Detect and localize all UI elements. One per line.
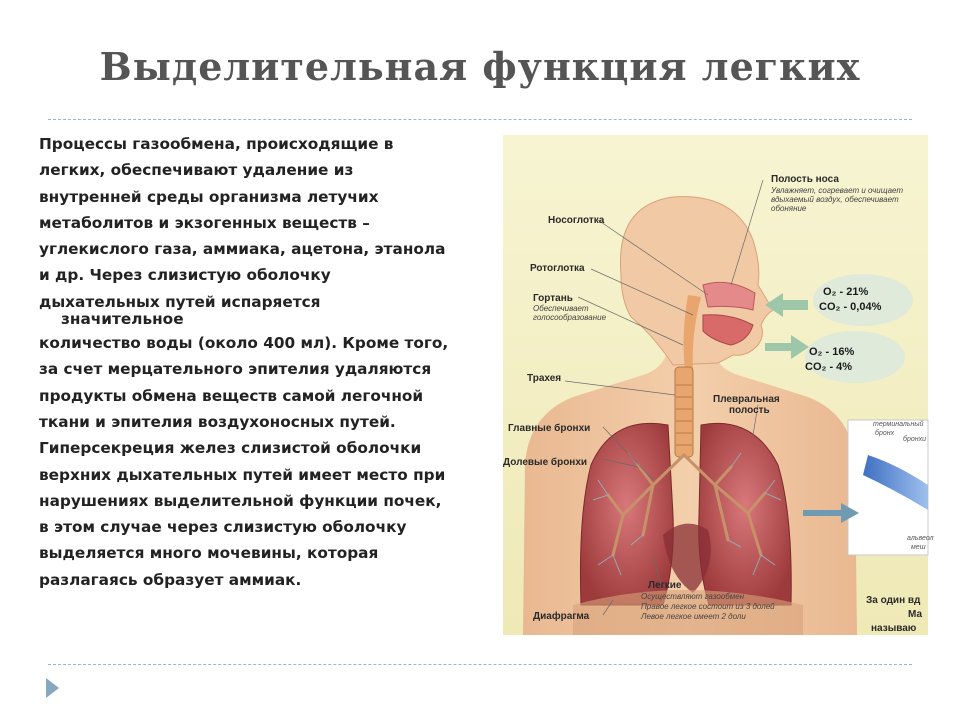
body-line: и др. Через слизистую оболочку bbox=[39, 266, 331, 285]
body-line: за счет мерцательного эпителия удаляются bbox=[39, 360, 432, 379]
body-line: нарушениях выделительной функции почек, bbox=[39, 491, 442, 510]
label-larynx-desc-1: Обеспечивает bbox=[533, 304, 589, 313]
inhaled-o2: O₂ - 21% bbox=[823, 286, 869, 298]
body-line: ткани и эпителия воздухоносных путей. bbox=[39, 412, 396, 431]
body-line: внутренней среды организма летучих bbox=[39, 187, 379, 206]
label-terminal-2: бронх bbox=[875, 430, 895, 437]
top-divider bbox=[48, 119, 912, 120]
label-lungs-desc-3: Левое легкое имеет 2 доли bbox=[641, 612, 746, 621]
inhaled-co2: CO₂ - 0,04% bbox=[819, 301, 882, 313]
body-line: количество воды (около 400 мл). Кроме того, bbox=[39, 334, 449, 353]
label-larynx: Гортань bbox=[533, 293, 573, 304]
label-nasopharynx: Носоглотка bbox=[548, 215, 605, 226]
next-slide-arrow-icon[interactable] bbox=[46, 678, 59, 698]
label-trachea: Трахея bbox=[527, 373, 562, 384]
label-alveolar-2: меш bbox=[911, 544, 926, 551]
body-line: Процессы газообмена, происходящие в bbox=[39, 135, 394, 153]
body-line: разлагаясь образует аммиак. bbox=[39, 570, 302, 589]
label-diaphragm: Диафрагма bbox=[533, 611, 590, 622]
label-bottom-3: называю bbox=[871, 623, 917, 634]
label-pleural-2: полость bbox=[729, 405, 770, 416]
label-main-bronchi: Главные бронхи bbox=[508, 423, 591, 434]
label-pleural-1: Плевральная bbox=[713, 394, 780, 405]
respiratory-system-illustration bbox=[503, 135, 934, 635]
label-lobar-bronchi: Долевые бронхи bbox=[503, 457, 588, 468]
label-terminal-1: терминальный bbox=[873, 421, 924, 428]
slide-title: Выделительная функция легких bbox=[99, 44, 861, 89]
exhaled-o2: O₂ - 16% bbox=[809, 346, 855, 358]
body-text bbox=[39, 131, 499, 593]
body-line: Гиперсекреция желез слизистой оболочки bbox=[39, 439, 422, 458]
label-nose-desc-3: обоняние bbox=[771, 204, 807, 213]
body-line: выделяется много мочевины, которая bbox=[39, 544, 379, 563]
label-lungs-desc-2: Правое легкое состоит из 3 долей bbox=[641, 602, 775, 611]
body-line: метаболитов и экзогенных веществ – bbox=[39, 213, 370, 232]
bottom-divider bbox=[48, 664, 912, 665]
inhaled-air-cloud bbox=[813, 274, 913, 326]
body-line: продукты обмена веществ самой легочной bbox=[39, 386, 424, 405]
body-line: верхних дыхательных путей имеет место при bbox=[39, 465, 446, 484]
label-lungs-desc-1: Осуществляют газообмен bbox=[641, 592, 745, 601]
body-line: легких, обеспечивают удаление из bbox=[39, 161, 354, 180]
exhaled-co2: CO₂ - 4% bbox=[805, 361, 853, 373]
label-bottom-2: Ма bbox=[908, 609, 923, 620]
label-nose-desc-1: Увлажняет, согревает и очищает bbox=[771, 186, 904, 195]
label-nose-cavity: Полость носа bbox=[771, 174, 839, 185]
body-line: в этом случае через слизистую оболочку bbox=[39, 518, 407, 537]
label-lungs: Легкие bbox=[648, 580, 682, 591]
label-larynx-desc-2: голосообразование bbox=[533, 313, 607, 322]
label-bottom-1: За один вд bbox=[866, 595, 921, 606]
label-bronchi-cut: бронхи bbox=[903, 436, 926, 443]
body-line: значительное bbox=[61, 310, 184, 329]
body-line: углекислого газа, аммиака, ацетона, этанола bbox=[39, 240, 446, 259]
label-oropharynx: Ротоглотка bbox=[530, 263, 585, 274]
label-nose-desc-2: вдыхаемый воздух, обеспечивает bbox=[771, 195, 899, 204]
trachea-shape bbox=[675, 367, 693, 457]
body-line: дыхательных путей испаряется bbox=[39, 292, 321, 311]
label-alveolar-1: альвеол bbox=[907, 535, 934, 542]
